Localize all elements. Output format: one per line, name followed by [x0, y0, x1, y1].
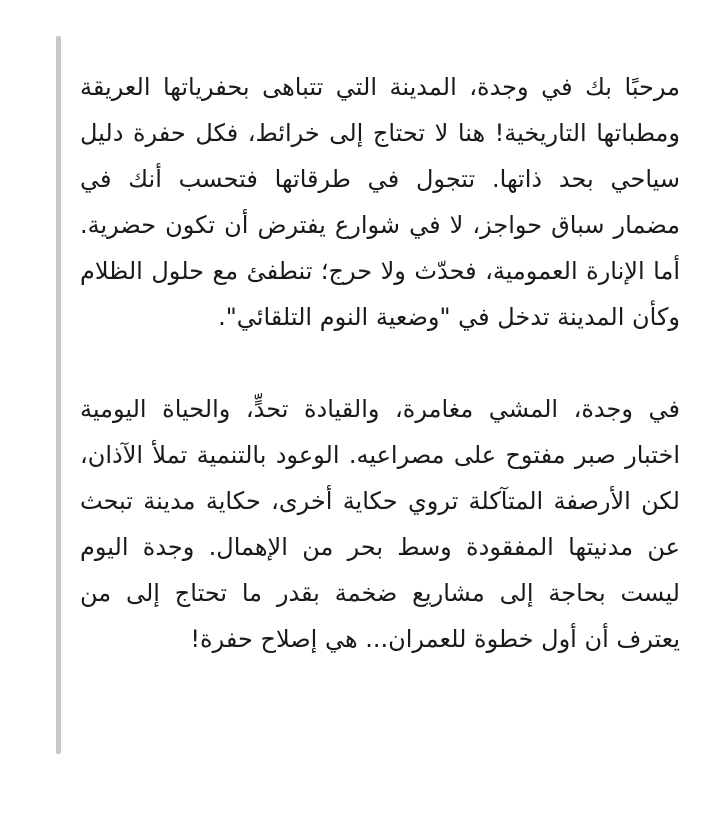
blockquote-bar — [56, 36, 61, 754]
paragraph-1: مرحبًا بك في وجدة، المدينة التي تتباهى بحفرياتها العريقة ومطباتها التاريخية! هنا لا تحتاج إلى خرائط، فكل حفرة دليل سياحي بحد ذاتها. تتجول في طرقاتها فتحسب أنك في مضمار سباق حواجز، لا في شوارع يفترض أن تكون حضرية. أما الإنارة العمومية، فحدّث ولا حرج؛ تنطفئ مع حلول الظلام وكأن المدينة تدخل في "وضعية النوم التلقائي". — [80, 73, 680, 331]
article-text — [80, 64, 680, 662]
paragraph-2: في وجدة، المشي مغامرة، والقيادة تحدٍّ، والحياة اليومية اختبار صبر مفتوح على مصراعيه. الوعود بالتنمية تملأ الآذان، لكن الأرصفة المتآكلة تروي حكاية أخرى، حكاية مدينة تبحث عن مدنيتها المفقودة وسط بحر من الإهمال. وجدة اليوم ليست بحاجة إلى مشاريع ضخمة بقدر ما تحتاج إلى من يعترف أن أول خطوة للعمران... هي إصلاح حفرة! — [80, 395, 680, 653]
